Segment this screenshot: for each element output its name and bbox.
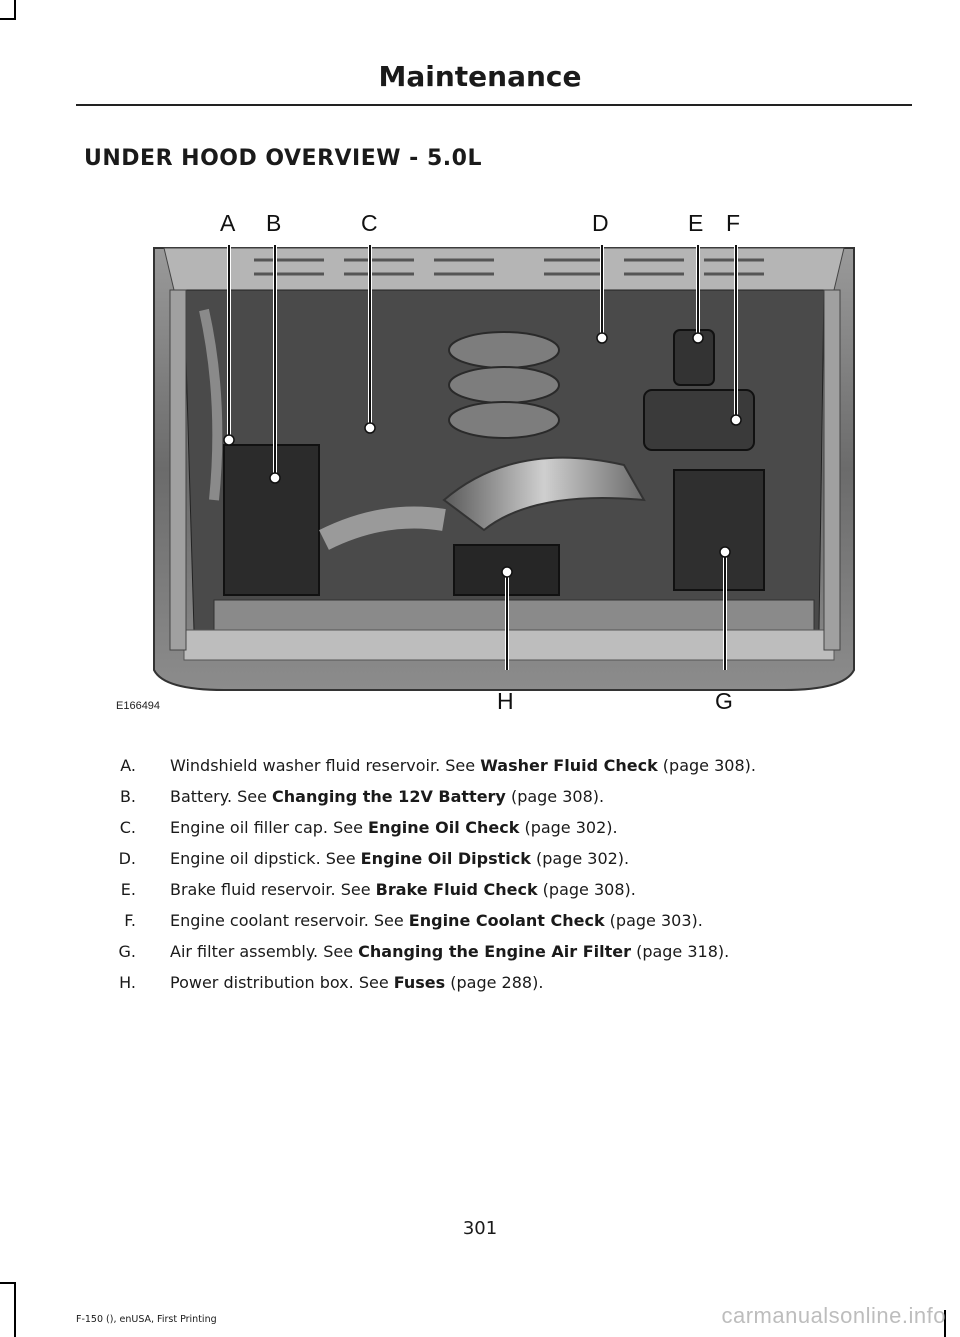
legend-text: Engine oil dipstick. See Engine Oil Dipstick (page 302).: [170, 849, 630, 868]
crop-mark-bottom-left-h: [0, 1282, 16, 1284]
page-header-title: Maintenance: [378, 60, 582, 93]
legend-item: [84, 781, 884, 812]
legend-letter: D.: [118, 849, 136, 868]
legend-item: [84, 936, 884, 967]
section-title: UNDER HOOD OVERVIEW - 5.0L: [84, 146, 482, 171]
legend-item: [84, 967, 884, 998]
engine-bay-illustration: [84, 200, 874, 720]
cross-reference-link[interactable]: Fuses: [393, 973, 446, 992]
legend-text: Windshield washer fluid reservoir. See Washer Fluid Check (page 308).: [170, 756, 756, 775]
legend-letter: F.: [124, 911, 136, 930]
legend-letter: G.: [118, 942, 136, 961]
crop-mark-top-left-h: [0, 18, 16, 20]
legend-item: [84, 843, 884, 874]
legend-item: [84, 812, 884, 843]
legend-item: [84, 905, 884, 936]
legend-letter: B.: [119, 787, 136, 806]
engine-bay-figure: [84, 200, 874, 720]
cross-reference-link[interactable]: Engine Coolant Check: [408, 911, 605, 930]
legend-text: Engine oil filler cap. See Engine Oil Check (page 302).: [170, 818, 618, 837]
callout-d: D: [592, 210, 609, 236]
legend-text: Power distribution box. See Fuses (page 288).: [170, 973, 544, 992]
callout-c: C: [361, 210, 378, 236]
page-number: 301: [462, 1218, 498, 1239]
legend-text: Brake fluid reservoir. See Brake Fluid Check (page 308).: [170, 880, 636, 899]
legend-letter: H.: [119, 973, 136, 992]
crop-mark-top-left-v: [14, 0, 16, 20]
legend-text: Battery. See Changing the 12V Battery (page 308).: [170, 787, 605, 806]
legend-item: [84, 874, 884, 905]
cross-reference-link[interactable]: Brake Fluid Check: [375, 880, 538, 899]
cross-reference-link[interactable]: Changing the 12V Battery: [272, 787, 506, 806]
callout-b: B: [266, 210, 282, 236]
cross-reference-link[interactable]: Engine Oil Check: [368, 818, 520, 837]
legend-letter: A.: [120, 756, 136, 775]
legend-item: [84, 750, 884, 781]
callout-f: F: [726, 210, 741, 236]
cross-reference-link[interactable]: Engine Oil Dipstick: [360, 849, 531, 868]
legend-letter: C.: [119, 818, 136, 837]
footer-text: F-150 (), enUSA, First Printing: [76, 1314, 217, 1325]
watermark[interactable]: carmanualsonline.info: [721, 1303, 946, 1328]
legend-list: [84, 750, 884, 998]
header-divider: [76, 104, 912, 106]
crop-mark-bottom-left-v: [14, 1282, 16, 1337]
cross-reference-link[interactable]: Washer Fluid Check: [480, 756, 658, 775]
callout-h: H: [497, 688, 514, 714]
legend-text: Air filter assembly. See Changing the Engine Air Filter (page 318).: [170, 942, 730, 961]
cross-reference-link[interactable]: Changing the Engine Air Filter: [358, 942, 631, 961]
callout-g: G: [715, 688, 733, 714]
legend-letter: E.: [120, 880, 136, 899]
callout-a: A: [220, 210, 236, 236]
figure-code: E166494: [116, 700, 161, 712]
callout-e: E: [688, 210, 704, 236]
legend-text: Engine coolant reservoir. See Engine Coolant Check (page 303).: [170, 911, 703, 930]
